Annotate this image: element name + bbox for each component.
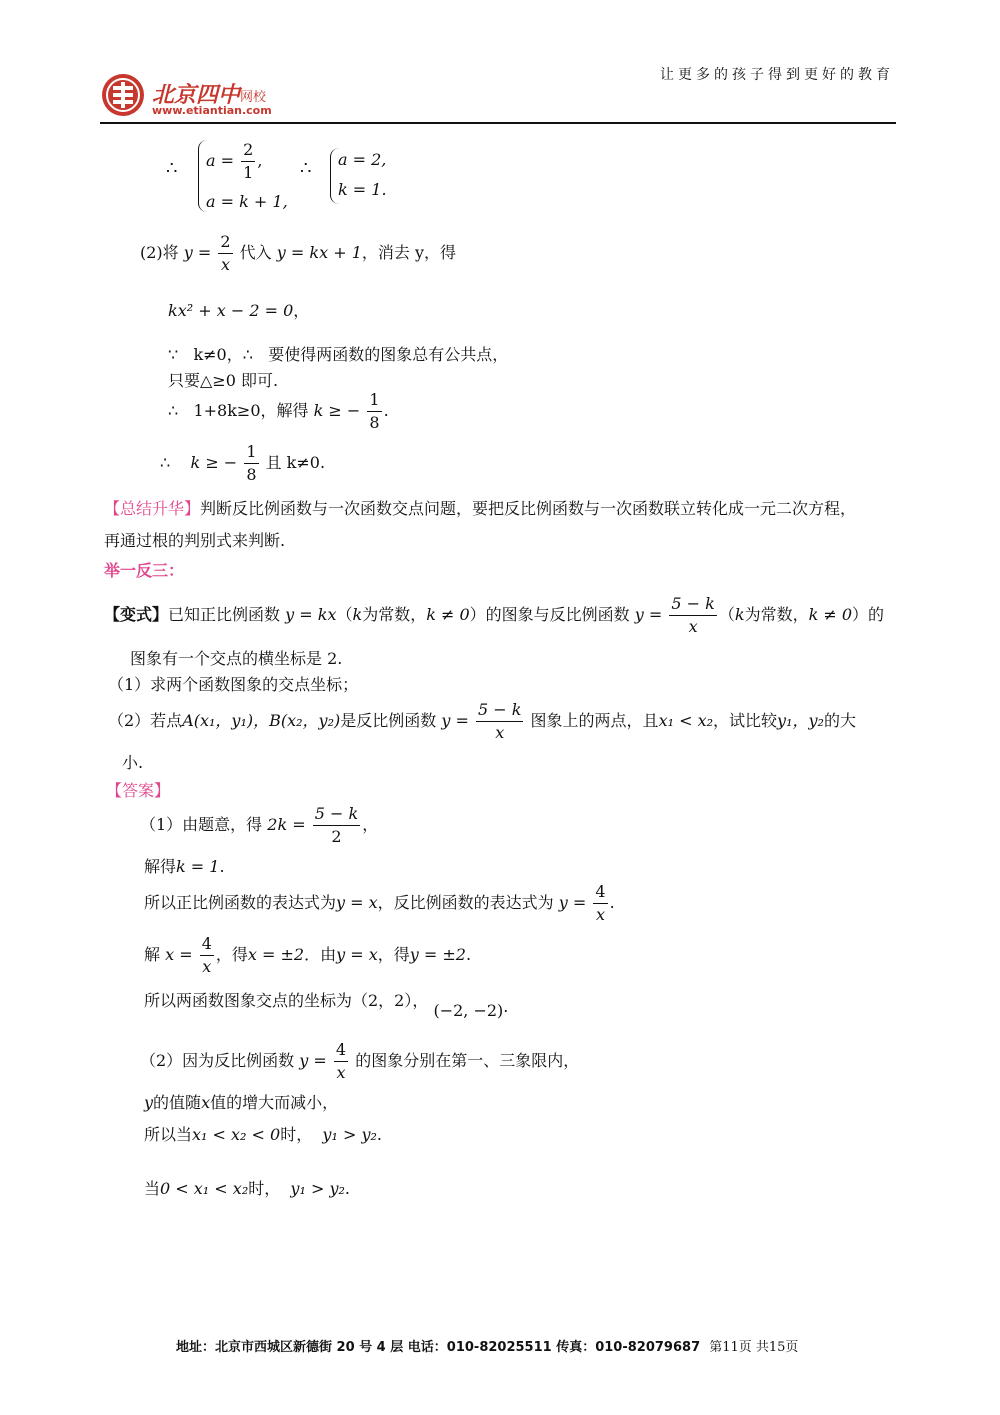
header-rule [100,122,896,124]
because-line: ∵ k≠0，∴ 要使得两函数的图象总有公共点， [168,345,509,364]
quadratic-equation: kx² + x − 2 = 0， [168,301,310,320]
therefore-symbol-2: ∴ [300,158,312,179]
footer-phone: 电话：010-82025511 [407,1340,552,1355]
answer-2-line3: 所以当x₁ < x₂ < 0时， y₁ > y₂. [144,1125,382,1144]
brand-suffix: 网校 [240,90,267,105]
brand-name: 北京四中 [152,82,241,108]
part2-line1: (2)将 y = $\frac{2}{x}$ 代入 y = kx + 1，消去 y，得 [140,232,457,274]
practice-heading: 举一反三： [104,561,185,580]
system1-line2: a = k + 1, [206,192,288,211]
summary-tag: 【总结升华】 [104,499,201,518]
variant-question-2: （2）若点A(x₁，y₁)，B(x₂，y₂)是反比例函数 y = $\frac{5 - k}{x}$ 图象上的两点，且x₁ < x₂，试比较y₁，y₂的大 [108,700,856,742]
answer-1-line1: （1）由题意，得 2k = $\frac{5 - k}{2}$ ， [140,804,379,846]
answer-tag: 【答案】 [106,781,171,800]
footer-fax: 传真：010-82079687 [556,1340,701,1355]
system2-line2: k = 1. [338,180,387,199]
header [0,0,1000,125]
slogan: 让更多的孩子得到更好的教育 [660,67,894,83]
variant-tag: 【变式】 [104,605,169,624]
summary-line2: 再通过根的判别式来判断. [104,531,286,550]
answer-2-line2: y的值随x值的增大而减小， [144,1093,339,1112]
variant-line1: 【变式】已知正比例函数 y = kx（k为常数，k ≠ 0）的图象与反比例函数 y = $\frac{5 - k}{x}$ （k为常数，k ≠ 0）的 [104,594,885,636]
summary-line1: 【总结升华】判断反比例函数与一次函数交点问题，要把反比例函数与一次函数联立转化成一元二次方程， [104,499,857,518]
brand-url: www.etiantian.com [152,104,272,117]
etiantian-seal-logo-icon [100,72,146,118]
variant-question-1: （1）求两个函数图象的交点坐标； [108,675,359,694]
answer-2-line1: （2）因为反比例函数 y = $\frac{4}{x}$ 的图象分别在第一、三象限内， [140,1040,580,1082]
answer-1-line2: 解得k = 1. [144,857,225,876]
discriminant-line: 只要△≥0 即可. [168,371,279,390]
footer-page: 第11页 共15页 [709,1340,799,1355]
final-result-line: ∴ k ≥ − $\frac{1}{8}$ 且 k≠0. [160,442,326,484]
inequality-line: ∴ 1+8k≥0，解得 k ≥ − $\frac{1}{8}$ . [168,390,389,432]
variant-question-2-cont: 小. [122,753,144,772]
system2-line1: a = 2, [338,150,387,169]
answer-1-line5: 所以两函数图象交点的坐标为（2，2）， (−2, −2). [144,991,509,1020]
footer-address: 地址：北京市西城区新德街 20 号 4 层 [176,1340,404,1355]
system1-line1: a = $\frac{2}{1}$ , [206,140,263,182]
therefore-symbol: ∴ [166,158,178,179]
answer-1-line3: 所以正比例函数的表达式为y = x，反比例函数的表达式为 y = $\frac{4}{x}$ . [144,882,615,924]
variant-line2: 图象有一个交点的横坐标是 2. [130,649,343,668]
answer-1-line4: 解 x = $\frac{4}{x}$ ，得x = ±2．由y = x，得y = ±2. [144,934,472,976]
answer-2-line4: 当0 < x₁ < x₂时， y₁ > y₂. [144,1179,350,1198]
footer [176,1336,798,1355]
